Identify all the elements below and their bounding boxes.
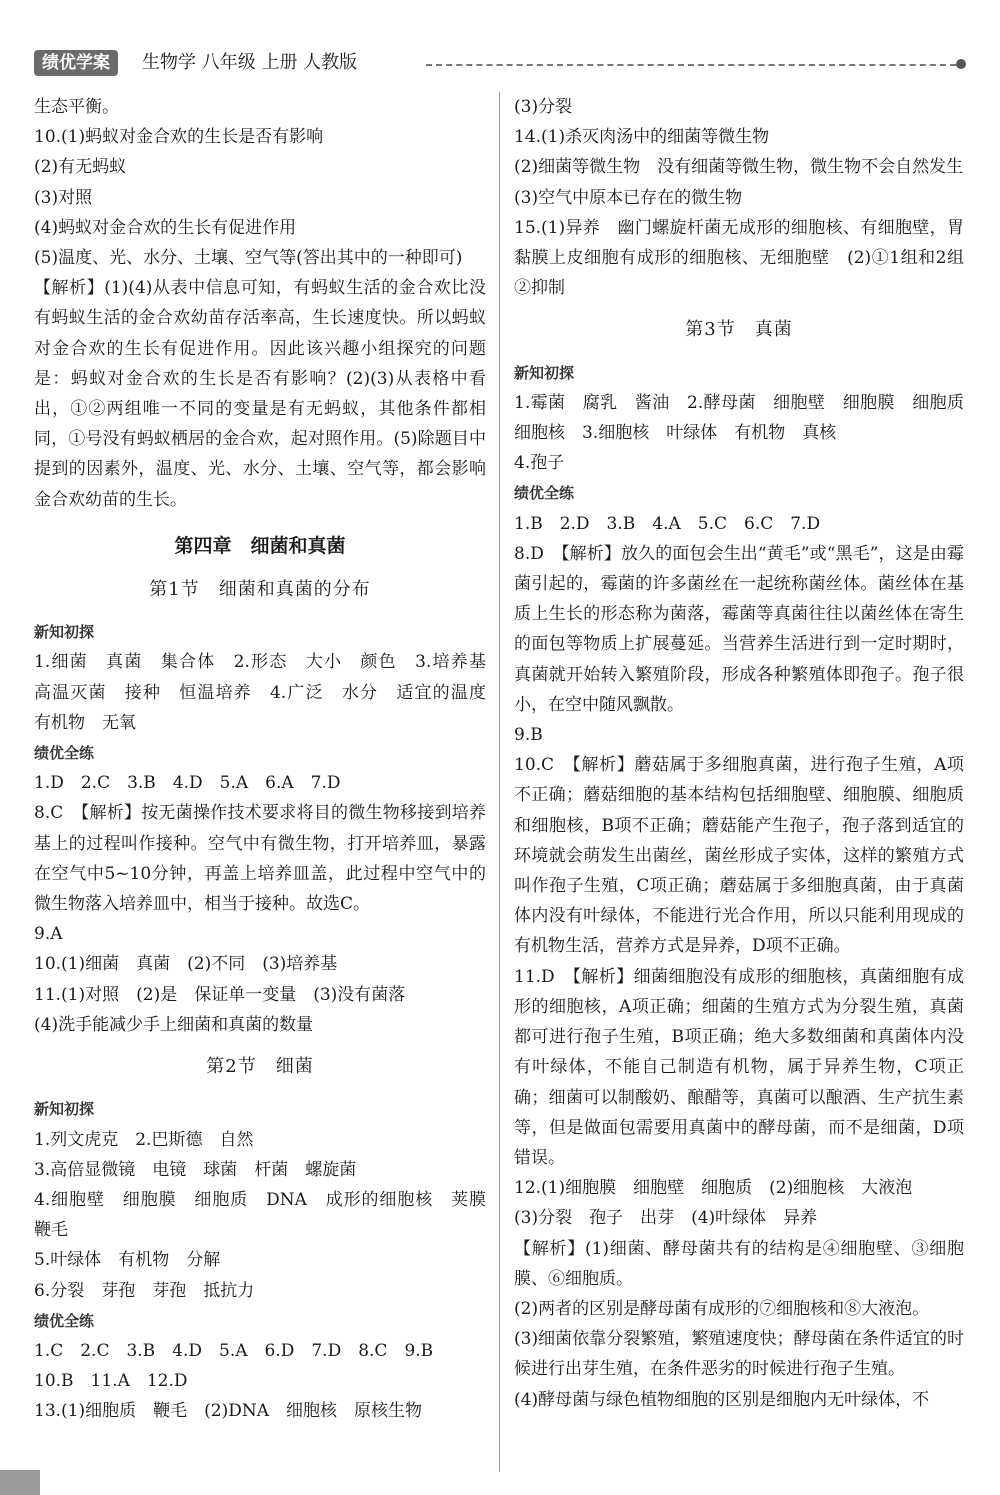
text-line: (4)蚂蚁对金合欢的生长有促进作用: [34, 217, 297, 238]
left-column: [34, 92, 503, 1427]
page-number-tab: [0, 1470, 40, 1495]
section-2-title: 第2节 细菌: [206, 1056, 314, 1078]
chapter-title: 第四章 细菌和真菌: [174, 534, 346, 557]
header-dot-icon: [956, 59, 966, 69]
section-1-title: 第1节 细菌和真菌的分布: [149, 579, 371, 601]
brand-badge: 绩优学案: [34, 50, 118, 76]
header-dashed-line: [426, 64, 956, 66]
text-line: (2)有无蚂蚁: [34, 157, 127, 178]
answers-line: 1.C 2.C 3.B 4.D 5.A 6.D 7.D 8.C 9.B: [34, 1340, 434, 1361]
text-line: 3.高倍显微镜 电镜 球菌 杆菌 螺旋菌: [34, 1159, 357, 1180]
answer-9: 9.A: [34, 924, 63, 945]
analysis-line: (2)两者的区别是酵母菌有成形的⑦细胞核和⑧大液泡。: [514, 1298, 930, 1319]
text-line: (3)分裂 孢子 出芽 (4)叶绿体 异养: [514, 1208, 818, 1229]
text-line: (3)对照: [34, 187, 93, 208]
page-header: [34, 48, 970, 82]
text-line: 6.分裂 芽孢 芽孢 抵抗力: [34, 1280, 255, 1301]
answer-12: 12.(1)细胞膜 细胞壁 细胞质 (2)细胞核 大液泡: [514, 1178, 913, 1199]
subheading-xinzhi: 新知初探: [34, 1100, 95, 1119]
text-line: (3)分裂: [514, 97, 573, 117]
answer-8: 8.C 【解析】按无菌操作技术要求将目的微生物移接到培养基上的过程叫作接种。空气中有微生物，打开培养皿，暴露在空气中5~10分钟，再盖上培养皿盖，此过程中空气中的微生物落入培养皿中，相当于接种。故选C。: [34, 803, 486, 915]
answer-10: 10.(1)蚂蚁对金合欢的生长是否有影响: [34, 127, 324, 148]
text-line: 4.孢子: [514, 453, 565, 474]
analysis-line: 【解析】(1)细菌、酵母菌共有的结构是④细胞壁、③细胞膜、⑥细胞质。: [514, 1238, 964, 1289]
text-line: (5)温度、光、水分、土壤、空气等(答出其中的一种即可): [34, 248, 463, 269]
answers-line: 1.D 2.C 3.B 4.D 5.A 6.A 7.D: [34, 773, 341, 794]
analysis-line: (3)细菌依靠分裂繁殖，繁殖速度快；酵母菌在条件适宜的时候进行出芽生殖，在条件恶劣的时候进行孢子生殖。: [514, 1329, 964, 1380]
section-3-title: 第3节 真菌: [685, 319, 793, 341]
analysis-line: (4)酵母菌与绿色植物细胞的区别是细胞内无叶绿体，不: [514, 1389, 930, 1410]
answers-line: 1.B 2.D 3.B 4.A 5.C 6.C 7.D: [514, 513, 821, 534]
text-line: (2)细菌等微生物 没有细菌等微生物，微生物不会自然发生: [514, 157, 964, 178]
subheading-jiyou: 绩优全练: [34, 744, 95, 763]
right-column: [514, 92, 981, 1415]
answer-10: 10.(1)细菌 真菌 (2)不同 (3)培养基: [34, 954, 338, 975]
column-divider: [499, 92, 500, 1472]
answer-11: 11.D 【解析】细菌细胞没有成形的细胞核，真菌细胞有成形的细胞核，A项正确；细菌的生殖方式为分裂生殖，真菌都可进行孢子生殖，B项正确；绝大多数细菌和真菌体内没有叶绿体，不能自己制造有机物，属于异养生物，C项正确；细菌可以制酸奶、酿醋等，真菌可以酿酒、生产抗生素等，但是做面包需要用真菌中的酵母菌，而不是细菌，D项错误。: [514, 966, 964, 1168]
text-line: (4)洗手能减少手上细菌和真菌的数量: [34, 1014, 314, 1035]
text-line: 4.细胞壁 细胞膜 细胞质 DNA 成形的细胞核 荚膜 鞭毛: [34, 1189, 503, 1241]
subheading-jiyou: 绩优全练: [34, 1311, 95, 1330]
subheading-xinzhi: 新知初探: [34, 623, 95, 642]
answer-10: 10.C 【解析】蘑菇属于多细胞真菌，进行孢子生殖，A项不正确；蘑菇细胞的基本结构包括细胞壁、细胞膜、细胞质和细胞核，B项不正确；蘑菇能产生孢子，孢子落到适宜的环境就会萌发生出菌丝，菌丝形成子实体，这样的繁殖方式叫作孢子生殖，C项正确；蘑菇属于多细胞真菌，由于真菌体内没有叶绿体，不能进行光合作用，所以只能利用现成的有机物生活，营养方式是异养，D项不正确。: [514, 755, 964, 957]
text-line: 5.叶绿体 有机物 分解: [34, 1250, 221, 1271]
xinzhi-text: 1.霉菌 腐乳 酱油 2.酵母菌 细胞壁 细胞膜 细胞质 细胞核 3.细胞核 叶绿体 有机物 真核: [514, 392, 981, 444]
analysis-paragraph: 【解析】(1)(4)从表中信息可知，有蚂蚁生活的金合欢比没有蚂蚁生活的金合欢幼苗存活率高，生长速度快。所以蚂蚁对金合欢的生长有促进作用。因此该兴趣小组探究的问题是：蚂蚁对金合欢的生长是否有影响？(2)(3)从表格中看出，①②两组唯一不同的变量是有无蚂蚁，其他条件都相同，①号没有蚂蚁栖居的金合欢，起对照作用。(5)除题目中提到的因素外，温度、光、水分、土壤、空气等，都会影响金合欢幼苗的生长。: [34, 278, 486, 510]
answer-15: 15.(1)异养 幽门螺旋杆菌无成形的细胞核、有细胞壁，胃黏膜上皮细胞有成形的细胞核、无细胞壁 (2)①1组和2组 ②抑制: [514, 217, 981, 299]
answers-line: 10.B 11.A 12.D: [34, 1371, 188, 1392]
answer-8: 8.D 【解析】放久的面包会生出“黄毛”或“黑毛”，这是由霉菌引起的，霉菌的许多菌丝在一起统称菌丝体。菌丝体在基质上生长的形态称为菌落，霉菌等真菌往往以菌丝体在寄生的面包等物质上扩展蔓延。当营养生活进行到一定时期时，真菌就开始转入繁殖阶段，形成各种繁殖体即孢子。孢子很小，在空中随风飘散。: [514, 543, 964, 715]
answer-14: 14.(1)杀灭肉汤中的细菌等微生物: [514, 127, 770, 148]
subheading-jiyou: 绩优全练: [514, 484, 575, 503]
xinzhi-text: 1.细菌 真菌 集合体 2.形态 大小 颜色 3.培养基 高温灭菌 接种 恒温培养 4.广泛 水分 适宜的温度 有机物 无氧: [34, 652, 503, 733]
answer-9: 9.B: [514, 725, 543, 746]
text-line: 生态平衡。: [34, 97, 119, 117]
answer-13: 13.(1)细胞质 鞭毛 (2)DNA 细胞核 原核生物: [34, 1401, 422, 1422]
answer-11: 11.(1)对照 (2)是 保证单一变量 (3)没有菌落: [34, 984, 406, 1005]
header-title: 生物学 八年级 上册 人教版: [142, 52, 358, 73]
text-line: 1.列文虎克 2.巴斯德 自然: [34, 1129, 254, 1150]
text-line: (3)空气中原本已存在的微生物: [514, 187, 743, 208]
subheading-xinzhi: 新知初探: [514, 363, 575, 382]
